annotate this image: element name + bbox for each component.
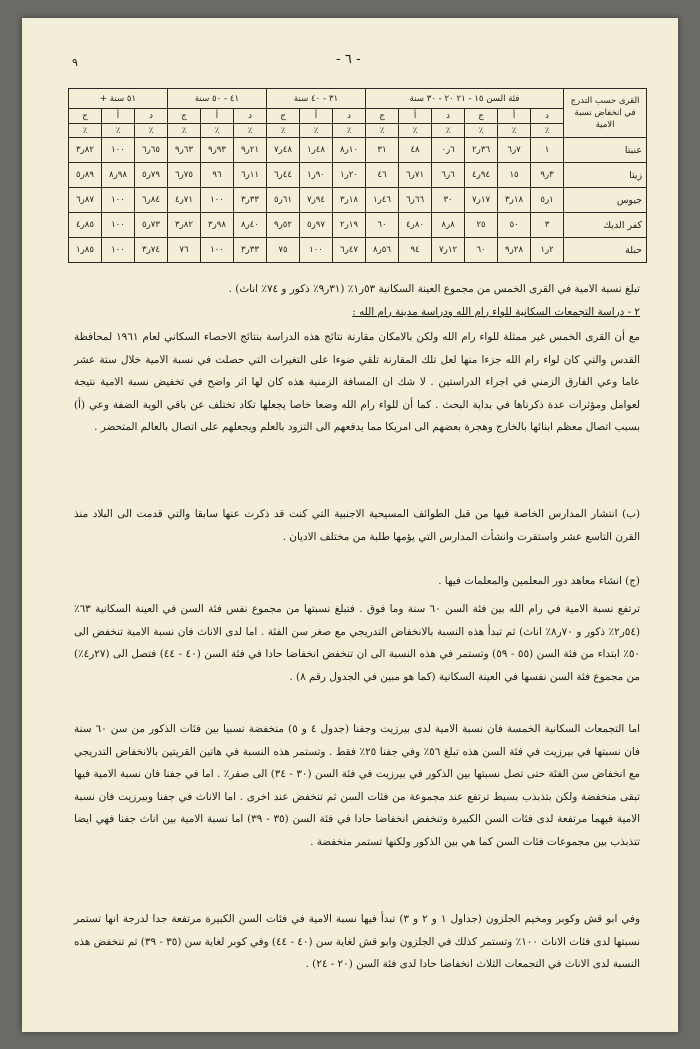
table-cell: ٣٦ر٢ — [465, 138, 498, 163]
unit-cell: ٪ — [234, 124, 267, 138]
sub-header-cell: ج — [69, 109, 102, 124]
sub-header-cell: ج — [267, 109, 300, 124]
document-page — [22, 18, 678, 1032]
sub-header-cell: ج — [168, 109, 201, 124]
table-cell: ٤٠ر٨ — [234, 213, 267, 238]
village-name: زيتا — [564, 163, 647, 188]
table-cell: ٢ر١ — [531, 238, 564, 263]
unit-row — [69, 124, 647, 138]
table-row — [69, 238, 647, 263]
unit-cell: ٪ — [300, 124, 333, 138]
table-row — [69, 213, 647, 238]
table-cell: ٧٣ر٥ — [135, 213, 168, 238]
paragraph-text: ترتفع نسبة الامية في رام الله بين فئة السن ٦٠ سنة وما فوق . فتبلغ نسبتها من مجموع نفس فئة السن في العينة السكانية ٦٣٪ (٥٤ر٢٪ ذكور و ٧٠ر٨٪ اناث) ثم تبدأ هذه النسبة بالانخفاض التدريجي مع صغر سن الفئة . اما لدى الاناث فان نسبة الامية تنخفض الى ٥٠٪ ابتداء من فئة السن (٥٥ - ٥٩) وتستمر في هذه النسبة الى ان تنخفض انخفاضا حادا في فئة السن (٤٠ - ٤٤) فتصل الى (٢٧ر٤٪) من مجموع فئة السن نفسها في العينة السكانية (كما هو مبين في الجدول رقم ٨) . — [74, 603, 640, 683]
village-name: كفر الديك — [564, 213, 647, 238]
unit-cell: ٪ — [333, 124, 366, 138]
village-name: عنبتا — [564, 138, 647, 163]
table-cell: ١ر٥ — [531, 188, 564, 213]
table-cell: ٢١ر٩ — [234, 138, 267, 163]
illiteracy-table — [68, 88, 647, 263]
sub-header-cell: أ — [498, 109, 531, 124]
table-cell: ٢٥ — [465, 213, 498, 238]
table-cell: ٣ر٩ — [531, 163, 564, 188]
table-cell: ٨٥ر١ — [69, 238, 102, 263]
table-cell: ٧٥ر٦ — [168, 163, 201, 188]
table-cell: ٧٥ — [267, 238, 300, 263]
paragraph-birzeit-jifna — [74, 718, 640, 853]
table-cell: ٣٣ر٣ — [234, 238, 267, 263]
table-cell: ١٩ر٢ — [333, 213, 366, 238]
paragraph-abu-qash-kobar — [74, 908, 640, 976]
table-cell: ٦٣ر٩ — [168, 138, 201, 163]
table-cell: ١ — [531, 138, 564, 163]
table-cell: ١٠٠ — [102, 213, 135, 238]
paragraph-text: مع أن القرى الخمس غير ممثلة للواء رام الله ولكن بالامكان مقارنة نتائج هذه الدراسة بنتائج الاحصاء السكاني لعام ١٩٦١ لمحافظة القدس والتي كان لواء رام الله جزءا منها لعل تلك المقارنة تلقي ضوءا على التغيرات التي حصلت في نسبة الامية خلال ستة عشر عاما وعي الفارق الزمني في اجراء الدراستين . لا شك ان المسافة الزمنية هذه كان لها اثر واضح في تخفيض نسبة الامية نتيجة لعوامل ومؤثرات عدة ذكرناها في بداية البحث . كما أن للواء رام الله وضعا خاصا يجعلها تكاد تختلف عن باقي الوية الضفة وعي (أ) بسبب اتصال معظم ابنائها بالخارج وهجرة بعضهم الى امريكا مما يدفعهم الى التزود بالعلم ويجعلهم على اتصال بالعالم المتحضر . — [74, 331, 640, 433]
paragraph-text: اما التجمعات السكانية الخمسة فان نسبة الامية لدى بيرزيت وجفنا (جدول ٤ و ٥) منخفضة نسبيا بين فئات الذكور من سن ٦٠ سنة فان نسبتها في بيرزيت في فئة السن هذه تبلغ ٥٦٪ وفي جفنا ٢٥٪ فقط . وتستمر هذه النسبة في هاتين القريتين بالانخفاض التدريجي مع انخفاض سن الفئة حتى تصل نسبتها بين الذكور في بيرزيت في فئة السن (٣٠ - ٣٤) الى صفر٪ . اما في جفنا فان نسبة الامية فيها تبقى منخفضة ولكن بتذبذب بسيط ترتفع عند مجموعة من فئات السن ثم تنخفض عند اخرى . اما الاناث في جفنا وبيرزيت فان نسبة الامية فيهما مرتفعة لدى فئات السن الكبيرة وتنخفض انخفاضا حادا في فئة السن (٣٥ - ٣٩) اما نسبة الامية بين اناث جفنا فهي ايضا تتذبذب بين مجموعات فئات السن كما هي بين الذكور ولكنها تستمر منخفضة . — [74, 723, 640, 848]
paragraph-summary — [74, 278, 640, 323]
table-cell: ٤٨ — [399, 138, 432, 163]
unit-cell: ٪ — [135, 124, 168, 138]
table-cell: ١١ر٦ — [234, 163, 267, 188]
table-cell: ٧٤ر٣ — [135, 238, 168, 263]
table-cell: ٦١ر٥ — [267, 188, 300, 213]
page-mark: ٩ — [72, 56, 78, 69]
table-cell: ٧ر٦ — [498, 138, 531, 163]
table-cell: ٨ر٨ — [432, 213, 465, 238]
table-cell: ١٠٠ — [201, 188, 234, 213]
table-cell: ٣٣ر٣ — [234, 188, 267, 213]
table-cell: ٨٠ر٤ — [399, 213, 432, 238]
table-cell: ١٨ر٣ — [498, 188, 531, 213]
table-cell: ٨٧ر٦ — [69, 188, 102, 213]
unit-cell: ٪ — [498, 124, 531, 138]
table-cell: ٥٠ — [498, 213, 531, 238]
table-cell: ٩٠ر١ — [300, 163, 333, 188]
table-cell: ٦٦ر٦ — [399, 188, 432, 213]
unit-cell: ٪ — [69, 124, 102, 138]
village-name: حبلة — [564, 238, 647, 263]
sub-header-cell: د — [234, 109, 267, 124]
table-cell: ٩٨ر٨ — [102, 163, 135, 188]
sub-header-cell: د — [333, 109, 366, 124]
village-column-header: القرى حسب التدرج في انخفاض نسبة الامية — [564, 89, 647, 138]
unit-cell: ٪ — [399, 124, 432, 138]
table-cell: ٦٠ — [366, 213, 399, 238]
table-cell: ٥٢ر٩ — [267, 213, 300, 238]
section-heading: ٢ - دراسة التجمعات السكانية للواء رام الله ودراسة مدينة رام الله : — [352, 305, 640, 318]
sub-header-cell: د — [531, 109, 564, 124]
table-cell: ١٢ر٧ — [432, 238, 465, 263]
table-cell: ٥٦ر٨ — [366, 238, 399, 263]
village-name: جيوس — [564, 188, 647, 213]
unit-cell: ٪ — [102, 124, 135, 138]
paragraph-ramallah-intro — [74, 326, 640, 439]
table-cell: ٧٦ — [168, 238, 201, 263]
table-cell: ٤٨ر١ — [300, 138, 333, 163]
age-group-header-3: ٤١ - ٥٠ سنة — [168, 89, 267, 109]
unit-cell: ٪ — [201, 124, 234, 138]
table-cell: ٤٤ر٦ — [267, 163, 300, 188]
paragraph-text: (ج) انشاء معاهد دور المعلمين والمعلمات فيها . — [438, 575, 640, 587]
table-cell: ٦ر٠ — [432, 138, 465, 163]
sub-header-cell: أ — [399, 109, 432, 124]
unit-cell: ٪ — [366, 124, 399, 138]
paragraph-ramallah-rates — [74, 598, 640, 688]
age-group-header-1: فئة السن ١٥ - ٢١ ٢٠ - ٣٠ سنة — [366, 89, 564, 109]
table-cell: ٢٠ر١ — [333, 163, 366, 188]
sub-header-cell: أ — [300, 109, 333, 124]
unit-cell: ٪ — [168, 124, 201, 138]
sub-header-cell: أ — [201, 109, 234, 124]
age-group-header-2: ٣١ - ٤٠ سنة — [267, 89, 366, 109]
table-cell: ١٧ر٧ — [465, 188, 498, 213]
table-cell: ١٠ر٨ — [333, 138, 366, 163]
paragraph-text: (ب) انتشار المدارس الخاصة فيها من قبل الطوائف المسيحية الاجنبية التي كنت قد ذكرت عنها سابقا والتي قدمت الى البلاد منذ القرن التاسع عشر واستقرت وانشأت المدارس التي يؤمها طلبة من مختلف الاديان . — [74, 508, 640, 543]
table-cell: ١٨ر٣ — [333, 188, 366, 213]
summary-text: تبلغ نسبة الامية في القرى الخمس من مجموع العينة السكانية ٥٣ر١٪ (٣١ر٩٪ ذكور و ٧٤٪ اناث) . — [228, 283, 640, 295]
sub-header-row — [69, 109, 647, 124]
table-cell: ٣ — [531, 213, 564, 238]
table-cell: ٨٢ر٣ — [69, 138, 102, 163]
table-cell: ٤٦ — [366, 163, 399, 188]
table-cell: ٣١ — [366, 138, 399, 163]
table-cell: ٤٨ر٧ — [267, 138, 300, 163]
sub-header-cell: ج — [366, 109, 399, 124]
table-cell: ٩٧ر٥ — [300, 213, 333, 238]
table-cell: ٤٧ر٦ — [333, 238, 366, 263]
table-cell: ١٠٠ — [201, 238, 234, 263]
table-cell: ٨٢ر٣ — [168, 213, 201, 238]
table-cell: ٤٦ر١ — [366, 188, 399, 213]
table-body — [69, 138, 647, 263]
table-cell: ١٠٠ — [300, 238, 333, 263]
unit-cell: ٪ — [432, 124, 465, 138]
sub-header-cell: أ — [102, 109, 135, 124]
unit-cell: ٪ — [465, 124, 498, 138]
table-cell: ٩٤ — [399, 238, 432, 263]
table-cell: ٧١ر٦ — [399, 163, 432, 188]
paragraph-private-schools — [74, 503, 640, 548]
table-cell: ٧١ر٤ — [168, 188, 201, 213]
table-cell: ٨٥ر٤ — [69, 213, 102, 238]
table-cell: ٢٨ر٩ — [498, 238, 531, 263]
table-cell: ٣٠ — [432, 188, 465, 213]
table-cell: ٩٤ر٤ — [465, 163, 498, 188]
table-cell: ٦٥ر٦ — [135, 138, 168, 163]
table-cell: ٧٩ر٥ — [135, 163, 168, 188]
table-cell: ١٠٠ — [102, 188, 135, 213]
paragraph-text: وفي ابو قش وكوبر ومخيم الجلزون (جداول ١ و ٢ و ٣) تبدأ فيها نسبة الامية في فئات السن الكبيرة مرتفعة جدا لدرجة انها تستمر نسبتها لدى فئات الاناث ١٠٠٪ وتستمر كذلك في الجلزون وابو قش لغاية سن (٤٠ - ٤٤) وفي كوبر لغاية سن (٣٥ - ٣٩) ثم تنخفض هذه النسبة لدى الاناث في التجمعات الثلاث انخفاضا حادا لدى فئة السن (٢٠ - ٢٤) . — [73, 913, 641, 970]
table-cell: ٦٠ — [465, 238, 498, 263]
table-cell: ١٥ — [498, 163, 531, 188]
unit-cell: ٪ — [531, 124, 564, 138]
sub-header-cell: د — [135, 109, 168, 124]
table-cell: ١٠٠ — [102, 138, 135, 163]
age-group-header-4: ٥١ سنة + — [69, 89, 168, 109]
table-cell: ٩٤ر٧ — [300, 188, 333, 213]
paragraph-teacher-institutes — [74, 570, 640, 593]
table-row — [69, 188, 647, 213]
table-cell: ١٠٠ — [102, 238, 135, 263]
table-cell: ٦ر٦ — [432, 163, 465, 188]
table-cell: ٩٨ر٣ — [201, 213, 234, 238]
unit-cell: ٪ — [267, 124, 300, 138]
table-cell: ٩٦ — [201, 163, 234, 188]
sub-header-cell: د — [432, 109, 465, 124]
page-number: - ٦ - — [336, 52, 361, 67]
table-row — [69, 138, 647, 163]
table-cell: ٨٩ر٥ — [69, 163, 102, 188]
table-cell: ٩٣ر٩ — [201, 138, 234, 163]
table-row — [69, 163, 647, 188]
sub-header-cell: ج — [465, 109, 498, 124]
table-cell: ٨٤ر٦ — [135, 188, 168, 213]
